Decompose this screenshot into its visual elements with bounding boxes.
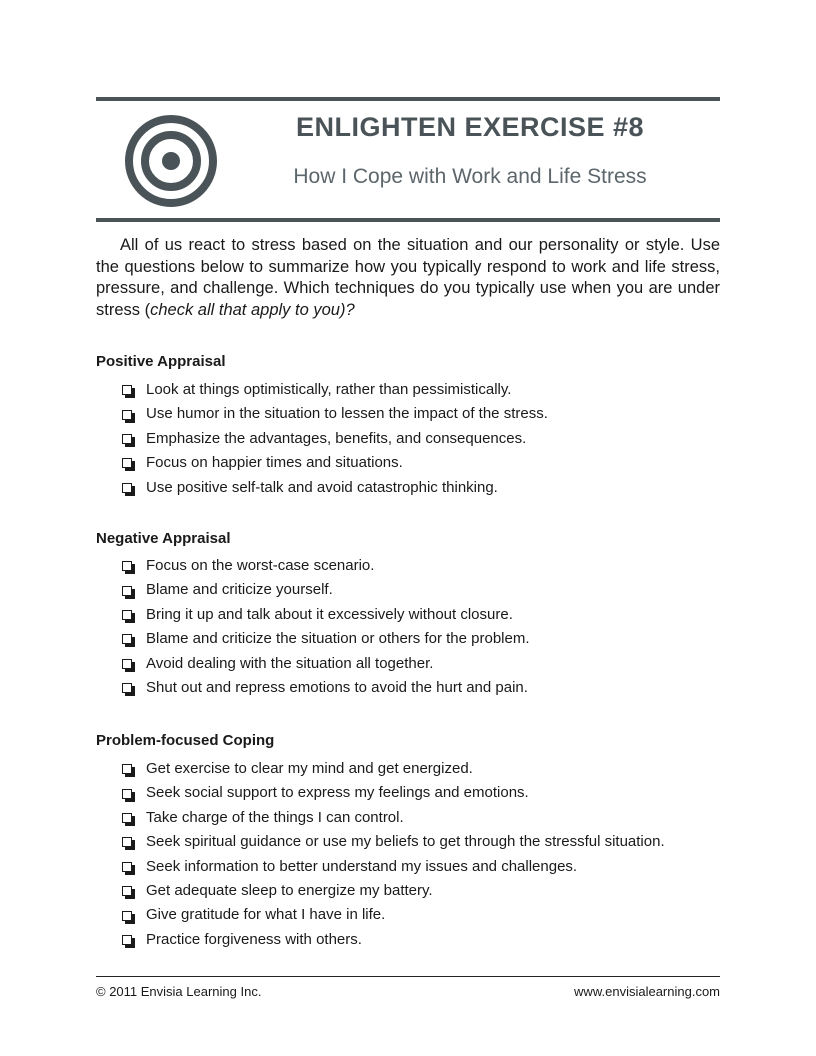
checkbox[interactable] — [122, 683, 132, 693]
checkbox[interactable] — [122, 385, 132, 395]
checklist-item-label: Blame and criticize the situation or others for the problem. — [146, 630, 530, 648]
header-top-rule — [96, 97, 720, 101]
checkbox[interactable] — [122, 659, 132, 669]
checklist-negative-appraisal — [120, 554, 530, 700]
checklist-item[interactable] — [120, 928, 665, 952]
intro-text: All of us react to stress based on the situation and our personality or style. Use the questions below to summarize how you typically respond to work and life stress, pressure, and challenge. Which techniques do you typically use when you are under stress ( — [96, 236, 720, 319]
checklist-item-label: Seek spiritual guidance or use my beliefs to get through the stressful situation. — [146, 833, 665, 851]
checkbox[interactable] — [122, 837, 132, 847]
checklist-item-label: Seek information to better understand my issues and challenges. — [146, 857, 578, 875]
checklist-item[interactable] — [120, 903, 665, 927]
checklist-item-label: Focus on happier times and situations. — [146, 454, 403, 472]
checklist-item[interactable] — [120, 830, 665, 854]
checklist-item-label: Shut out and repress emotions to avoid the hurt and pain. — [146, 678, 528, 696]
section-heading-negative-appraisal: Negative Appraisal — [96, 530, 231, 547]
checklist-item[interactable] — [120, 757, 665, 781]
checklist-item[interactable] — [120, 676, 530, 700]
footer-rule — [96, 976, 720, 977]
checkbox[interactable] — [122, 434, 132, 444]
checkbox[interactable] — [122, 483, 132, 493]
checkbox[interactable] — [122, 886, 132, 896]
checkbox[interactable] — [122, 561, 132, 571]
checklist-item[interactable] — [120, 879, 665, 903]
checklist-item-label: Practice forgiveness with others. — [146, 930, 362, 948]
page-subtitle: How I Cope with Work and Life Stress — [293, 165, 647, 188]
checklist-problem-focused-coping — [120, 757, 665, 952]
checklist-item[interactable] — [120, 378, 548, 402]
checklist-item-label: Give gratitude for what I have in life. — [146, 906, 386, 924]
checkbox[interactable] — [122, 586, 132, 596]
checklist-item-label: Look at things optimistically, rather than pessimistically. — [146, 381, 512, 398]
checklist-item-label: Avoid dealing with the situation all together. — [146, 654, 434, 672]
checklist-item[interactable] — [120, 427, 548, 451]
checkbox[interactable] — [122, 911, 132, 921]
checkbox[interactable] — [122, 764, 132, 774]
checklist-positive-appraisal — [120, 378, 548, 500]
checkbox[interactable] — [122, 458, 132, 468]
checklist-item-label: Use positive self-talk and avoid catastrophic thinking. — [146, 478, 498, 496]
checkbox[interactable] — [122, 610, 132, 620]
target-icon — [124, 114, 218, 208]
checklist-item[interactable] — [120, 554, 530, 578]
checklist-item[interactable] — [120, 402, 548, 426]
checklist-item[interactable] — [120, 855, 665, 879]
checklist-item-label: Focus on the worst-case scenario. — [146, 557, 375, 574]
checklist-item-label: Blame and criticize yourself. — [146, 581, 333, 599]
page-title: ENLIGHTEN EXERCISE #8 — [295, 112, 645, 142]
checkbox[interactable] — [122, 634, 132, 644]
checklist-item[interactable] — [120, 578, 530, 602]
checkbox[interactable] — [122, 862, 132, 872]
checkbox[interactable] — [122, 935, 132, 945]
checkbox[interactable] — [122, 789, 132, 799]
checklist-item[interactable] — [120, 476, 548, 500]
checklist-item-label: Get exercise to clear my mind and get energized. — [146, 760, 473, 777]
section-heading-positive-appraisal: Positive Appraisal — [96, 353, 226, 370]
checklist-item-label: Use humor in the situation to lessen the impact of the stress. — [146, 405, 548, 423]
checklist-item[interactable] — [120, 652, 530, 676]
footer-copyright: © 2011 Envisia Learning Inc. — [96, 984, 262, 999]
intro-italic: check all that apply to you)? — [150, 300, 355, 319]
checkbox[interactable] — [122, 410, 132, 420]
footer-url: www.envisialearning.com — [574, 984, 720, 999]
checklist-item-label: Get adequate sleep to energize my battery. — [146, 881, 433, 899]
header-bottom-rule — [96, 218, 720, 222]
intro-paragraph — [96, 235, 720, 321]
checklist-item[interactable] — [120, 451, 548, 475]
checklist-item[interactable] — [120, 806, 665, 830]
checklist-item-label: Seek social support to express my feelings and emotions. — [146, 784, 529, 802]
checklist-item[interactable] — [120, 781, 665, 805]
checklist-item[interactable] — [120, 627, 530, 651]
section-heading-problem-focused-coping: Problem-focused Coping — [96, 732, 275, 749]
checklist-item-label: Bring it up and talk about it excessively without closure. — [146, 605, 513, 623]
checkbox[interactable] — [122, 813, 132, 823]
checklist-item-label: Take charge of the things I can control. — [146, 808, 404, 826]
checklist-item[interactable] — [120, 603, 530, 627]
checklist-item-label: Emphasize the advantages, benefits, and consequences. — [146, 429, 527, 447]
